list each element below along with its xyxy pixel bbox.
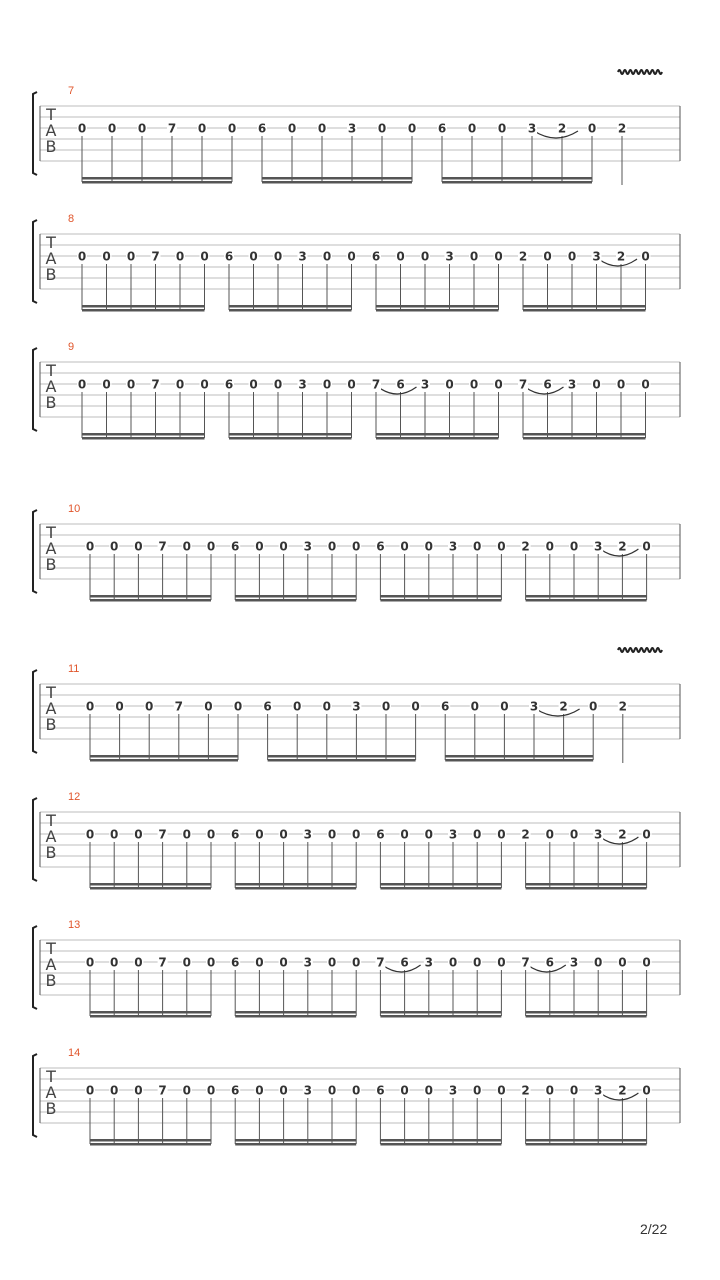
fret-number: 0 — [233, 699, 243, 714]
fret-number: 0 — [445, 377, 454, 392]
fret-number: 2 — [618, 539, 627, 554]
fret-number: 0 — [206, 539, 216, 554]
fret-number: 2 — [616, 249, 626, 264]
beam — [523, 437, 646, 440]
fret-number: 2 — [521, 539, 530, 554]
fret-number: 0 — [182, 539, 191, 554]
fret-number: 6 — [396, 377, 405, 392]
fret-number: 0 — [545, 827, 554, 842]
fret-number: 0 — [227, 121, 237, 136]
fret-number: 0 — [473, 827, 482, 842]
beam — [442, 177, 592, 180]
beam — [376, 433, 499, 436]
system-bracket — [33, 348, 37, 431]
fret-number: 0 — [197, 121, 207, 136]
beam — [235, 883, 356, 886]
system-bracket — [33, 926, 37, 1009]
fret-number: 0 — [327, 1083, 337, 1098]
tab-clef-letter: T — [46, 105, 56, 124]
beam — [380, 883, 501, 886]
fret-number: 6 — [231, 539, 240, 554]
system-bracket — [33, 510, 37, 593]
fret-number: 3 — [298, 377, 307, 392]
tie — [534, 131, 578, 138]
measure-number: 10 — [68, 503, 81, 515]
measure-number: 12 — [68, 791, 81, 803]
fret-number: 6 — [371, 249, 381, 264]
fret-number: 0 — [352, 539, 361, 554]
fret-number: 0 — [587, 121, 597, 136]
beam — [90, 599, 211, 602]
fret-number: 0 — [273, 249, 283, 264]
tab-clef-letter: T — [46, 523, 56, 542]
fret-number: 0 — [204, 699, 213, 714]
fret-number: 3 — [445, 249, 454, 264]
fret-number: 0 — [182, 827, 191, 842]
beam — [229, 433, 352, 436]
fret-number: 0 — [279, 955, 288, 970]
fret-number: 3 — [592, 249, 601, 264]
fret-number: 0 — [473, 1083, 482, 1098]
fret-number: 0 — [206, 955, 216, 970]
fret-number: 0 — [107, 121, 117, 136]
system-bracket — [33, 92, 37, 175]
beam — [82, 177, 232, 180]
page-number: 2/22 — [640, 1221, 668, 1237]
tab-clef-letter: T — [46, 939, 56, 958]
tab-clef-letter: A — [45, 1083, 57, 1102]
fret-number: 0 — [182, 1083, 191, 1098]
fret-number: 0 — [448, 955, 458, 970]
fret-number: 0 — [126, 249, 136, 264]
fret-number: 3 — [448, 827, 458, 842]
fret-number: 2 — [521, 827, 530, 842]
beam — [523, 433, 646, 436]
fret-number: 3 — [298, 249, 307, 264]
beam — [526, 1015, 647, 1018]
fret-number: 0 — [249, 249, 258, 264]
fret-number: 0 — [569, 1083, 579, 1098]
tab-clef-letter: T — [46, 361, 56, 380]
tab-clef-letter: B — [45, 137, 57, 156]
beam — [376, 437, 499, 440]
fret-number: 3 — [569, 955, 579, 970]
beam — [90, 1143, 211, 1146]
fret-number: 7 — [158, 539, 167, 554]
beam — [235, 599, 356, 602]
beam — [90, 1139, 211, 1142]
fret-number: 3 — [420, 377, 430, 392]
fret-number: 0 — [396, 249, 405, 264]
fret-number: 0 — [594, 955, 603, 970]
fret-number: 0 — [473, 539, 482, 554]
beam — [442, 181, 592, 184]
fret-number: 0 — [352, 955, 361, 970]
fret-number: 0 — [327, 955, 337, 970]
fret-number: 0 — [347, 249, 356, 264]
fret-number: 0 — [473, 955, 482, 970]
fret-number: 3 — [303, 539, 312, 554]
fret-number: 0 — [126, 377, 136, 392]
fret-number: 7 — [167, 121, 177, 136]
beam — [526, 1011, 647, 1014]
beam — [90, 887, 211, 890]
fret-number: 0 — [77, 121, 87, 136]
fret-number: 0 — [642, 539, 651, 554]
fret-number: 3 — [347, 121, 357, 136]
fret-number: 7 — [518, 377, 528, 392]
tab-clef-letter: B — [45, 393, 57, 412]
fret-number: 0 — [494, 249, 503, 264]
fret-number: 2 — [618, 1083, 627, 1098]
fret-number: 6 — [437, 121, 447, 136]
fret-number: 0 — [618, 955, 627, 970]
fret-number: 0 — [255, 827, 264, 842]
fret-number: 3 — [303, 955, 312, 970]
fret-number: 0 — [497, 1083, 506, 1098]
tie — [536, 709, 580, 716]
fret-number: 0 — [273, 377, 283, 392]
fret-number: 0 — [77, 377, 87, 392]
beam — [82, 181, 232, 184]
fret-number: 6 — [376, 827, 385, 842]
fret-number: 0 — [641, 249, 650, 264]
measure-number: 11 — [68, 663, 80, 675]
fret-number: 6 — [231, 955, 240, 970]
fret-number: 0 — [206, 1083, 216, 1098]
fret-number: 0 — [569, 827, 579, 842]
tab-clef-letter: A — [45, 699, 57, 718]
beam — [268, 759, 416, 762]
fret-number: 0 — [175, 249, 185, 264]
fret-number: 0 — [569, 539, 579, 554]
fret-number: 0 — [322, 249, 332, 264]
fret-number: 0 — [85, 1083, 95, 1098]
fret-number: 0 — [85, 699, 95, 714]
fret-number: 0 — [279, 1083, 288, 1098]
beam — [229, 305, 352, 308]
beam — [90, 755, 238, 758]
system-bracket — [33, 670, 37, 753]
fret-number: 0 — [470, 699, 479, 714]
tab-clef-letter: A — [45, 539, 57, 558]
fret-number: 3 — [303, 1083, 312, 1098]
fret-number: 0 — [134, 955, 143, 970]
fret-number: 6 — [376, 1083, 385, 1098]
fret-number: 7 — [174, 699, 183, 714]
beam — [90, 1015, 211, 1018]
beam — [445, 755, 593, 758]
fret-number: 7 — [151, 249, 160, 264]
fret-number: 2 — [557, 121, 567, 136]
beam — [523, 305, 646, 308]
fret-number: 7 — [151, 377, 160, 392]
fret-number: 0 — [400, 539, 409, 554]
fret-number: 0 — [255, 1083, 264, 1098]
fret-number: 0 — [279, 539, 288, 554]
measure-number: 14 — [68, 1047, 81, 1059]
fret-number: 6 — [400, 955, 409, 970]
fret-number: 3 — [527, 121, 537, 136]
beam — [235, 1011, 356, 1014]
tab-clef-letter: B — [45, 555, 57, 574]
fret-number: 0 — [592, 377, 601, 392]
fret-number: 0 — [641, 377, 650, 392]
fret-number: 3 — [303, 827, 312, 842]
fret-number: 0 — [85, 539, 95, 554]
beam — [82, 309, 205, 312]
beam — [380, 887, 501, 890]
fret-number: 0 — [200, 377, 209, 392]
beam — [90, 595, 211, 598]
measure-number: 9 — [68, 341, 75, 353]
fret-number: 2 — [618, 699, 627, 714]
fret-number: 6 — [263, 699, 272, 714]
fret-number: 3 — [594, 827, 603, 842]
system-bracket — [33, 798, 37, 881]
beam — [523, 309, 646, 312]
fret-number: 0 — [420, 249, 430, 264]
fret-number: 0 — [469, 249, 479, 264]
tab-clef-letter: A — [45, 827, 57, 846]
fret-number: 6 — [376, 539, 385, 554]
measure-number: 8 — [68, 213, 75, 225]
fret-number: 7 — [371, 377, 381, 392]
fret-number: 3 — [594, 1083, 603, 1098]
fret-number: 0 — [497, 539, 506, 554]
fret-number: 0 — [102, 249, 111, 264]
fret-number: 0 — [110, 1083, 119, 1098]
fret-number: 0 — [293, 699, 302, 714]
fret-number: 0 — [322, 699, 331, 714]
fret-number: 0 — [327, 827, 337, 842]
tab-clef-letter: B — [45, 1099, 57, 1118]
fret-number: 0 — [134, 1083, 143, 1098]
fret-number: 0 — [567, 249, 577, 264]
fret-number: 0 — [327, 539, 337, 554]
beam — [235, 1015, 356, 1018]
tab-clef-letter: T — [46, 1067, 56, 1086]
fret-number: 6 — [231, 1083, 240, 1098]
beam — [380, 595, 501, 598]
fret-number: 0 — [424, 1083, 433, 1098]
fret-number: 7 — [158, 1083, 167, 1098]
tab-clef-letter: T — [46, 811, 56, 830]
tab-clef-letter: A — [45, 121, 57, 140]
beam — [235, 595, 356, 598]
fret-number: 6 — [224, 249, 234, 264]
fret-number: 0 — [469, 377, 479, 392]
measure-number: 13 — [68, 919, 81, 931]
fret-number: 0 — [543, 249, 552, 264]
fret-number: 0 — [497, 827, 506, 842]
fret-number: 0 — [279, 827, 288, 842]
fret-number: 0 — [182, 955, 191, 970]
fret-number: 2 — [617, 121, 627, 136]
beam — [82, 433, 205, 436]
fret-number: 6 — [257, 121, 267, 136]
fret-number: 0 — [400, 1083, 409, 1098]
fret-number: 2 — [518, 249, 528, 264]
fret-number: 0 — [545, 1083, 554, 1098]
tab-clef-letter: A — [45, 249, 57, 268]
fret-number: 0 — [424, 827, 433, 842]
fret-number: 0 — [642, 1083, 651, 1098]
system-bracket — [33, 1054, 37, 1137]
tab-clef-letter: B — [45, 715, 57, 734]
fret-number: 7 — [521, 955, 530, 970]
tab-clef-letter: T — [46, 683, 56, 702]
fret-number: 0 — [377, 121, 387, 136]
fret-number: 0 — [85, 955, 95, 970]
fret-number: 0 — [322, 377, 332, 392]
beam — [229, 309, 352, 312]
beam — [526, 1143, 647, 1146]
beam — [90, 883, 211, 886]
fret-number: 0 — [467, 121, 477, 136]
fret-number: 3 — [529, 699, 539, 714]
fret-number: 3 — [567, 377, 577, 392]
fret-number: 0 — [102, 377, 111, 392]
tab-clef-letter: B — [45, 971, 57, 990]
fret-number: 0 — [347, 377, 356, 392]
beam — [380, 1139, 501, 1142]
fret-number: 7 — [376, 955, 385, 970]
fret-number: 0 — [249, 377, 258, 392]
beam — [82, 437, 205, 440]
fret-number: 0 — [500, 699, 509, 714]
fret-number: 0 — [200, 249, 209, 264]
fret-number: 0 — [407, 121, 417, 136]
fret-number: 0 — [497, 121, 507, 136]
vibrato-mark — [618, 648, 662, 652]
fret-number: 0 — [381, 699, 391, 714]
fret-number: 3 — [448, 1083, 458, 1098]
fret-number: 2 — [559, 699, 568, 714]
fret-number: 0 — [400, 827, 409, 842]
fret-number: 0 — [145, 699, 154, 714]
measure-number: 7 — [68, 85, 75, 97]
beam — [526, 1139, 647, 1142]
beam — [235, 1143, 356, 1146]
vibrato-mark — [618, 70, 662, 74]
beam — [526, 883, 647, 886]
fret-number: 7 — [158, 955, 167, 970]
fret-number: 3 — [352, 699, 361, 714]
fret-number: 0 — [411, 699, 420, 714]
fret-number: 0 — [206, 827, 216, 842]
fret-number: 0 — [287, 121, 297, 136]
tab-clef-letter: T — [46, 233, 56, 252]
beam — [229, 437, 352, 440]
beam — [380, 1011, 501, 1014]
fret-number: 0 — [255, 955, 264, 970]
fret-number: 0 — [110, 539, 119, 554]
beam — [380, 1015, 501, 1018]
tab-clef-letter: A — [45, 955, 57, 974]
fret-number: 0 — [545, 539, 554, 554]
beam — [526, 595, 647, 598]
fret-number: 0 — [497, 955, 506, 970]
fret-number: 6 — [231, 827, 240, 842]
tab-clef-letter: A — [45, 377, 57, 396]
fret-number: 0 — [115, 699, 124, 714]
fret-number: 0 — [134, 539, 143, 554]
beam — [376, 309, 499, 312]
fret-number: 2 — [521, 1083, 530, 1098]
fret-number: 0 — [317, 121, 327, 136]
beam — [82, 305, 205, 308]
fret-number: 0 — [352, 1083, 361, 1098]
system-bracket — [33, 220, 37, 303]
fret-number: 0 — [175, 377, 185, 392]
fret-number: 0 — [589, 699, 598, 714]
fret-number: 0 — [134, 827, 143, 842]
fret-number: 6 — [441, 699, 450, 714]
fret-number: 0 — [137, 121, 147, 136]
fret-number: 6 — [543, 377, 552, 392]
fret-number: 0 — [85, 827, 95, 842]
fret-number: 0 — [616, 377, 626, 392]
beam — [262, 181, 412, 184]
beam — [526, 599, 647, 602]
fret-number: 6 — [545, 955, 554, 970]
beam — [268, 755, 416, 758]
beam — [445, 759, 593, 762]
tab-clef-letter: B — [45, 843, 57, 862]
fret-number: 0 — [77, 249, 87, 264]
beam — [90, 759, 238, 762]
beam — [380, 599, 501, 602]
fret-number: 3 — [448, 539, 458, 554]
beam — [526, 887, 647, 890]
fret-number: 0 — [642, 827, 651, 842]
fret-number: 7 — [158, 827, 167, 842]
fret-number: 0 — [642, 955, 651, 970]
fret-number: 0 — [352, 827, 361, 842]
beam — [376, 305, 499, 308]
fret-number: 3 — [594, 539, 603, 554]
fret-number: 6 — [224, 377, 234, 392]
fret-number: 0 — [110, 955, 119, 970]
fret-number: 0 — [424, 539, 433, 554]
beam — [235, 887, 356, 890]
fret-number: 0 — [110, 827, 119, 842]
tab-clef-letter: B — [45, 265, 57, 284]
fret-number: 0 — [255, 539, 264, 554]
beam — [235, 1139, 356, 1142]
fret-number: 3 — [424, 955, 433, 970]
fret-number: 2 — [618, 827, 627, 842]
beam — [90, 1011, 211, 1014]
beam — [380, 1143, 501, 1146]
beam — [262, 177, 412, 180]
fret-number: 0 — [494, 377, 503, 392]
